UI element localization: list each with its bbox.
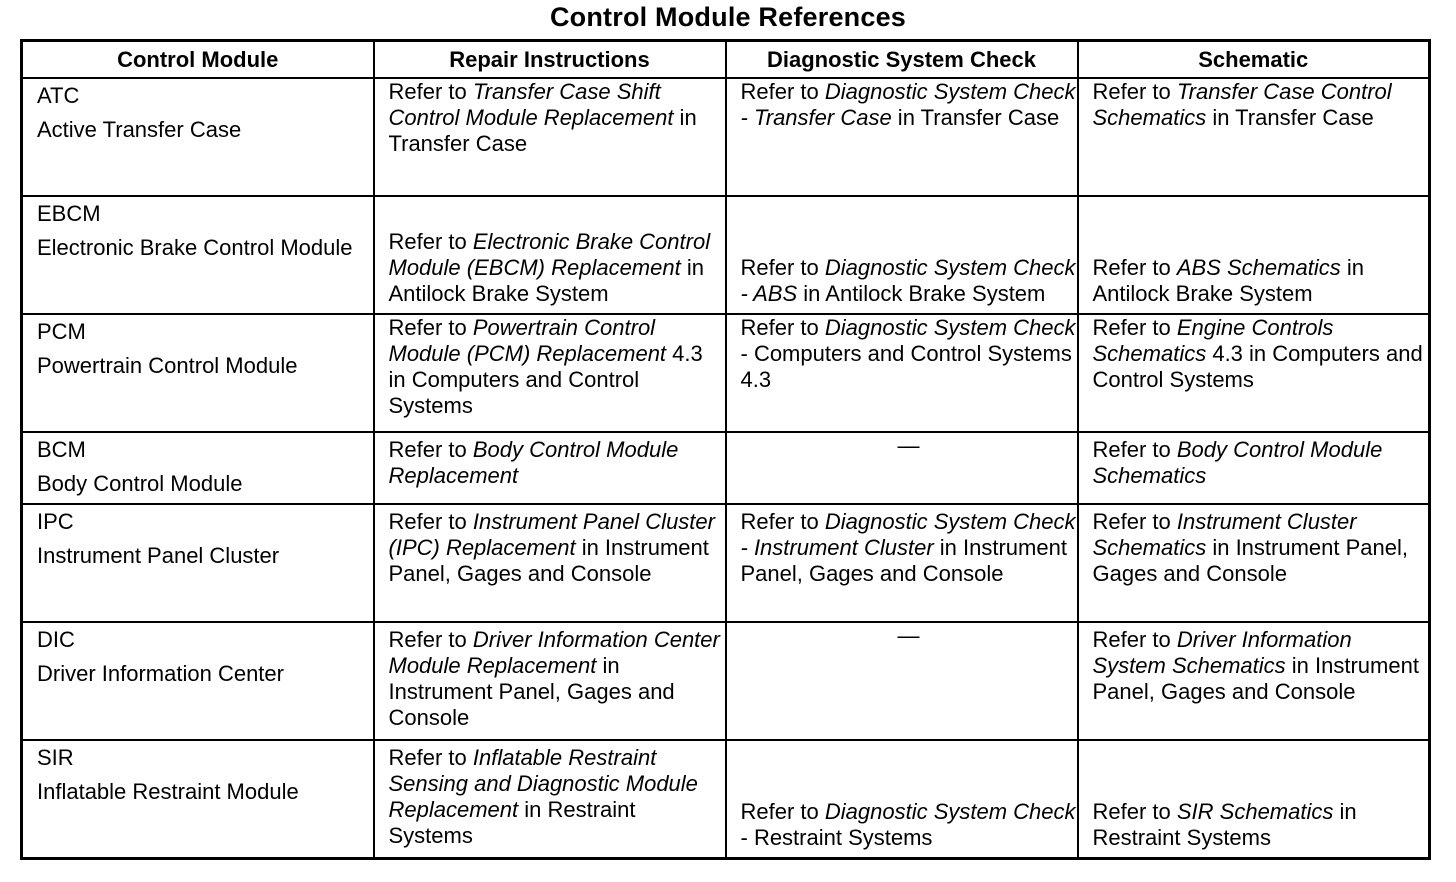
table-row	[22, 622, 1430, 740]
module-abbr: ATC	[37, 83, 80, 108]
module-cell	[22, 314, 374, 432]
diagnostic-cell	[726, 504, 1078, 622]
ref-suffix: in Restraint Systems	[1092, 798, 1357, 850]
ref-prefix: Refer to	[388, 509, 473, 534]
table-row	[22, 504, 1430, 622]
ref-link: Body Control Module Replacement	[388, 437, 679, 488]
ref-prefix: Refer to	[388, 745, 473, 770]
ref-suffix: in Instrument Panel, Gages and Console	[1092, 535, 1408, 586]
ref-suffix: in Antilock Brake System	[1092, 255, 1364, 306]
table-row	[22, 314, 1430, 432]
module-name: Inflatable Restraint Module	[37, 779, 299, 804]
schematic-cell	[1078, 740, 1430, 858]
ref-prefix: Refer to	[1092, 315, 1177, 340]
page-title: Control Module References	[549, 2, 907, 32]
repair-cell	[374, 622, 726, 740]
schematic-cell	[1078, 432, 1430, 504]
table-row	[22, 432, 1430, 504]
ref-prefix: Refer to	[1092, 509, 1177, 534]
header-schematic: Schematic	[1078, 41, 1430, 79]
control-module-table	[20, 39, 1431, 860]
ref-suffix: - Restraint Systems	[740, 824, 933, 850]
ref-link: Driver Information Center Module Replacement	[388, 627, 720, 678]
ref-suffix: - Computers and Control Systems 4.3	[740, 341, 1072, 392]
ref-link: Instrument Cluster Schematics	[1092, 509, 1357, 560]
table-row	[22, 740, 1430, 858]
ref-suffix: in Transfer Case	[1206, 105, 1374, 130]
ref-suffix: in Antilock Brake System	[388, 255, 704, 306]
repair-cell	[374, 504, 726, 622]
ref-suffix: in Transfer Case	[388, 105, 697, 156]
module-abbr: DIC	[37, 627, 75, 652]
repair-cell	[374, 432, 726, 504]
ref-prefix: Refer to	[388, 627, 473, 652]
module-cell	[22, 504, 374, 622]
header-control-module: Control Module	[22, 41, 374, 79]
ref-link: Diagnostic System Check	[824, 798, 1076, 824]
ref-link: Instrument Panel Cluster (IPC) Replacement	[388, 509, 715, 560]
ref-link: Engine Controls Schematics	[1092, 315, 1334, 366]
schematic-cell	[1078, 196, 1430, 314]
ref-suffix: in Instrument Panel, Gages and Console	[388, 653, 675, 730]
ref-link: Body Control Module Schematics	[1092, 437, 1383, 488]
schematic-cell	[1078, 622, 1430, 740]
module-cell	[22, 432, 374, 504]
module-name: Driver Information Center	[37, 661, 284, 686]
ref-prefix: Refer to	[740, 255, 825, 280]
diagnostic-cell	[726, 78, 1078, 196]
ref-link: Electronic Brake Control Module (EBCM) Replacement	[388, 229, 711, 280]
repair-cell	[374, 314, 726, 432]
ref-link: Transfer Case Control Schematics	[1092, 79, 1392, 130]
ref-prefix: Refer to	[740, 79, 825, 104]
empty-dash: —	[897, 433, 920, 458]
ref-prefix: Refer to	[1092, 437, 1177, 462]
module-name: Powertrain Control Module	[37, 353, 298, 378]
ref-prefix: Refer to	[388, 79, 473, 104]
ref-prefix: Refer to	[388, 229, 473, 254]
ref-prefix: Refer to	[1092, 79, 1177, 104]
schematic-cell	[1078, 78, 1430, 196]
ref-link: SIR Schematics	[1176, 798, 1334, 824]
module-abbr: EBCM	[37, 201, 101, 226]
schematic-cell	[1078, 314, 1430, 432]
ref-prefix: Refer to	[1092, 627, 1177, 652]
ref-suffix: 4.3 in Computers and Control Systems	[1092, 341, 1423, 392]
ref-suffix: 4.3 in Computers and Control Systems	[388, 341, 703, 418]
ref-link: Diagnostic System Check - Instrument Cluster	[740, 509, 1076, 560]
ref-link: Driver Information System Schematics	[1092, 627, 1352, 678]
diagnostic-cell	[726, 740, 1078, 858]
ref-prefix: Refer to	[740, 509, 825, 534]
header-diagnostic-system-check: Diagnostic System Check	[726, 41, 1078, 79]
module-cell	[22, 196, 374, 314]
ref-link: Diagnostic System Check - Transfer Case	[740, 79, 1076, 130]
ref-prefix: Refer to	[1092, 255, 1177, 280]
module-cell	[22, 78, 374, 196]
ref-prefix: Refer to	[740, 798, 825, 824]
ref-suffix: in Transfer Case	[891, 105, 1060, 130]
ref-link: Diagnostic System Check - ABS	[740, 255, 1076, 306]
diagnostic-cell	[726, 432, 1078, 504]
module-cell	[22, 622, 374, 740]
ref-suffix: in Antilock Brake System	[797, 281, 1046, 306]
module-abbr: IPC	[37, 509, 74, 534]
module-name: Electronic Brake Control Module	[37, 235, 353, 260]
repair-cell	[374, 196, 726, 314]
module-abbr: BCM	[37, 437, 86, 462]
diagnostic-cell	[726, 196, 1078, 314]
repair-cell	[374, 740, 726, 858]
header-row	[22, 41, 1430, 79]
repair-cell	[374, 78, 726, 196]
ref-prefix: Refer to	[388, 437, 473, 462]
ref-suffix: in Instrument Panel, Gages and Console	[1092, 653, 1419, 704]
ref-suffix: in Restraint Systems	[388, 797, 636, 848]
ref-link: Diagnostic System Check	[824, 315, 1076, 340]
ref-link: Transfer Case Shift Control Module Replacement	[388, 79, 674, 130]
ref-suffix: in Instrument Panel, Gages and Console	[740, 535, 1067, 586]
diagnostic-cell	[726, 622, 1078, 740]
module-cell	[22, 740, 374, 858]
module-name: Instrument Panel Cluster	[37, 543, 280, 568]
module-name: Body Control Module	[37, 471, 243, 496]
module-abbr: SIR	[37, 745, 74, 770]
empty-dash: —	[897, 623, 920, 648]
ref-link: Powertrain Control Module (PCM) Replacement	[388, 315, 667, 366]
ref-prefix: Refer to	[1092, 798, 1177, 824]
diagnostic-cell	[726, 314, 1078, 432]
ref-link: Inflatable Restraint Sensing and Diagnostic Module Replacement	[388, 745, 698, 822]
module-name: Active Transfer Case	[37, 117, 242, 142]
ref-prefix: Refer to	[740, 315, 825, 340]
table-row	[22, 78, 1430, 196]
ref-link: ABS Schematics	[1176, 255, 1341, 280]
header-repair-instructions: Repair Instructions	[374, 41, 726, 79]
table-row	[22, 196, 1430, 314]
schematic-cell	[1078, 504, 1430, 622]
module-abbr: PCM	[37, 319, 86, 344]
ref-suffix: in Instrument Panel, Gages and Console	[388, 535, 709, 586]
ref-prefix: Refer to	[388, 315, 473, 340]
